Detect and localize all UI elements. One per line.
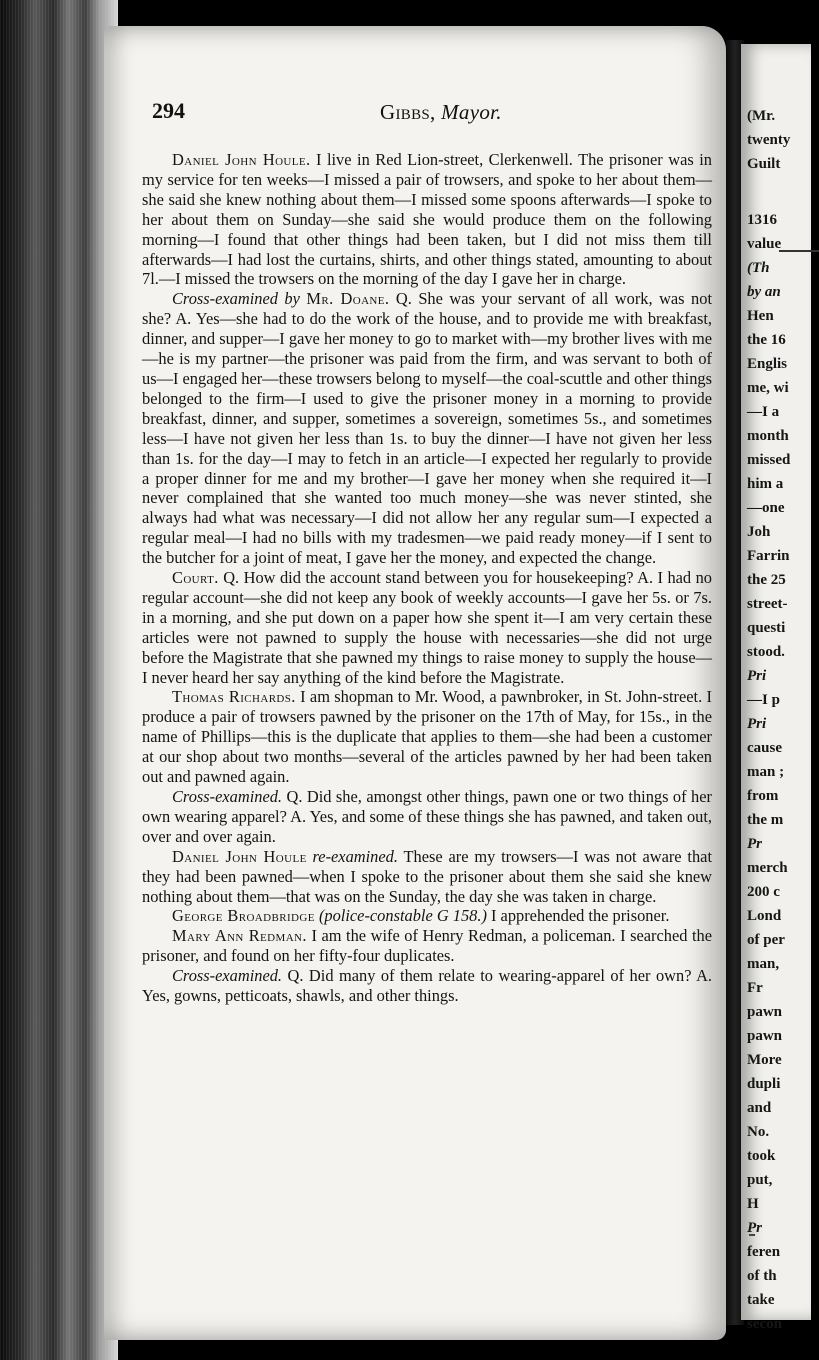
facing-page-line: took	[747, 1148, 776, 1164]
book-edge-left	[0, 0, 118, 1360]
facing-page-line: me, wi	[747, 380, 789, 396]
speaker-name: Daniel John Houle	[172, 846, 307, 866]
facing-page-line: stood.	[747, 644, 785, 660]
facing-page-line: merch	[747, 860, 788, 876]
examination-label: Cross-examined.	[172, 787, 283, 806]
speaker-name: Court.	[172, 568, 219, 588]
running-title-role: Mayor.	[441, 100, 502, 124]
paragraph-text: I am the wife of Henry Redman, a policeman. I searched the prisoner, and found on her fifty-four duplicates.	[142, 926, 712, 966]
facing-page-line: man ;	[747, 764, 785, 780]
facing-page-line: Joh	[747, 524, 771, 540]
facing-page-line: Englis	[747, 356, 788, 372]
facing-page-line: take	[747, 1292, 775, 1308]
paragraph-text: I apprehended the prisoner.	[486, 906, 670, 926]
paragraph	[142, 568, 712, 687]
facing-page-line: put,	[747, 1172, 773, 1188]
facing-page-line: twenty	[747, 132, 791, 148]
paragraph	[142, 906, 712, 926]
paragraph-text: I am shopman to Mr. Wood, a pawnbroker, in St. John-street. I produce a pair of trowsers pawned by the prisoner on the 17th of May, for 15s., in the name of Phillips—this is the duplicate that applies to them—she had been a customer at our shop about two months—several of the articles pawned by her had been taken out and pawned again.	[142, 687, 712, 787]
paragraph	[142, 787, 712, 847]
running-title	[380, 100, 502, 125]
facing-page-fragment	[741, 44, 811, 1332]
facing-page-line: pawn	[747, 1004, 783, 1020]
facing-page-line: street-	[747, 596, 788, 612]
trial-text	[142, 150, 712, 1006]
facing-page-line: of th	[747, 1268, 777, 1284]
facing-page-line: (Th	[747, 260, 770, 276]
facing-page-line: by an	[747, 284, 781, 300]
examination-label: re-examined.	[306, 846, 398, 866]
speaker-name: Daniel John Houle.	[172, 150, 311, 169]
paragraph-text: Q. How did the account stand between you for housekeeping? A. I had no regular account—she did not keep any book of weekly accounts—I gave her 5s. or 7s. in a morning, and she put down on a paper how she spent it—I am very certain these articles were not pawned to supply the house with necessaries—she did not urge before the Magistrate that she pawned my things to raise money to supply the house—I never heard her say anything of the kind before the Magistrate.	[142, 568, 712, 687]
facing-page-line: Hen	[747, 308, 774, 324]
facing-page-line: Guilt	[747, 156, 781, 172]
section-rule	[779, 250, 819, 252]
examination-label: (police-constable G 158.)	[314, 906, 487, 926]
speaker-name: Mr. Doane.	[306, 289, 390, 309]
facing-page-line: Lond	[747, 908, 782, 924]
paragraph	[142, 687, 712, 787]
running-title-name: Gibbs,	[380, 100, 436, 124]
facing-page-line: Fr	[747, 980, 763, 996]
facing-page-line: secon	[747, 1316, 782, 1332]
facing-page-line: 200 c	[747, 884, 780, 900]
facing-page-line: man,	[747, 956, 780, 972]
paragraph-text: Q. Did many of them relate to wearing-apparel of her own? A. Yes, gowns, petticoats, shawls, and other things.	[142, 966, 712, 1006]
speaker-name: George Broadbridge	[172, 906, 315, 926]
facing-page-line: —I p	[747, 692, 780, 708]
facing-page-line: the 16	[747, 332, 786, 348]
facing-page-line: questi	[747, 620, 786, 636]
facing-page-line: the 25	[747, 572, 786, 588]
facing-page-line: —I a	[747, 404, 780, 420]
facing-page-line: cause	[747, 740, 782, 756]
facing-page-line: dupli	[747, 1076, 781, 1092]
paragraph	[142, 289, 712, 568]
paragraph	[142, 150, 712, 289]
facing-page-line: Pr	[747, 836, 762, 852]
facing-page-line: (Mr.	[747, 108, 776, 124]
speaker-name: Mary Ann Redman.	[172, 926, 307, 946]
examination-label: Cross-examined.	[172, 966, 283, 986]
facing-page-line: the m	[747, 812, 784, 828]
facing-page-line: Pri	[747, 668, 767, 684]
facing-page-line: More	[747, 1052, 782, 1068]
paragraph-text: These are my trowsers—I was not aware that they had been pawned—when I spoke to the prisoner about them she said she knew nothing about them—that was on the Sunday, the day she was taken in charge.	[142, 846, 712, 906]
facing-page-line: Pri	[747, 716, 767, 732]
paragraph	[142, 847, 712, 907]
facing-page-line: —one	[747, 500, 785, 516]
facing-page-line: Farrin	[747, 548, 790, 564]
facing-page-line: Pr	[747, 1220, 762, 1236]
page-header	[152, 98, 712, 130]
paragraph	[142, 966, 712, 1006]
facing-page-line: feren	[747, 1244, 781, 1260]
facing-page-line: No.	[747, 1124, 770, 1140]
facing-page-line: month	[747, 428, 789, 444]
facing-page-line: from	[747, 788, 779, 804]
facing-page-line: him a	[747, 476, 784, 492]
facing-page-line: and	[747, 1100, 772, 1116]
facing-page-line: missed	[747, 452, 791, 468]
page-number: 294	[152, 98, 185, 123]
paragraph-text: Q. She was your servant of all work, was not she? A. Yes—she had to do the work of the house, and to provide me with breakfast, dinner, and supper—I gave her money to go to market with—my brother lives with me—he is my partner—the prisoner was paid from the firm, and was servant to both of us—I engaged her—these trowsers belong to myself—the coal-scuttle and other things belonged to the firm—I used to give the prisoner money in a morning to provide breakfast, dinner, and supper, sometimes a sovereign, sometimes 5s., and sometimes less—I have not given her less than 1s. to buy the dinner—I have not given her less than 1s. for the day—I may to fetch in an article—I expected her regularly to provide a proper dinner for me and my brother—I gave her money when she required it—I never complained that she wanted too much money—she was never stinted, she always had what was necessary—I did not allow her any regular sum—I expected a regular meal—I had no bills with my tradesmen—we paid ready money—if I sent to the butcher for a joint of meat, I gave her the money, and expected the change.	[142, 289, 712, 568]
facing-page-line: of per	[747, 932, 785, 948]
speaker-name: Thomas Richards.	[172, 687, 296, 707]
facing-page-line: H	[747, 1196, 759, 1212]
facing-page-line: pawn	[747, 1028, 783, 1044]
examination-label: Cross-examined by	[172, 289, 307, 309]
facing-page-line: value	[747, 236, 782, 252]
paragraph-text: I live in Red Lion-street, Clerkenwell. The prisoner was in my service for ten weeks—I missed a pair of trowsers, and spoke to her about them—she said she knew nothing about them—I missed some spoons afterwards—I spoke to her about them on Sunday—she said she would produce them on the following morning—I found that other things had been taken, but I did not miss them till afterwards—I had lost the curtains, shirts, and other things stated, amounting to about 7l.—I missed the trowsers on the morning of the day I gave her in charge.	[142, 150, 712, 289]
facing-page-line: 1316	[747, 212, 777, 228]
paragraph-text: Q. Did she, amongst other things, pawn one or two things of her own wearing apparel? A. Yes, and some of these things she has pawned, and taken out, over and over again.	[142, 787, 712, 846]
paragraph	[142, 926, 712, 966]
